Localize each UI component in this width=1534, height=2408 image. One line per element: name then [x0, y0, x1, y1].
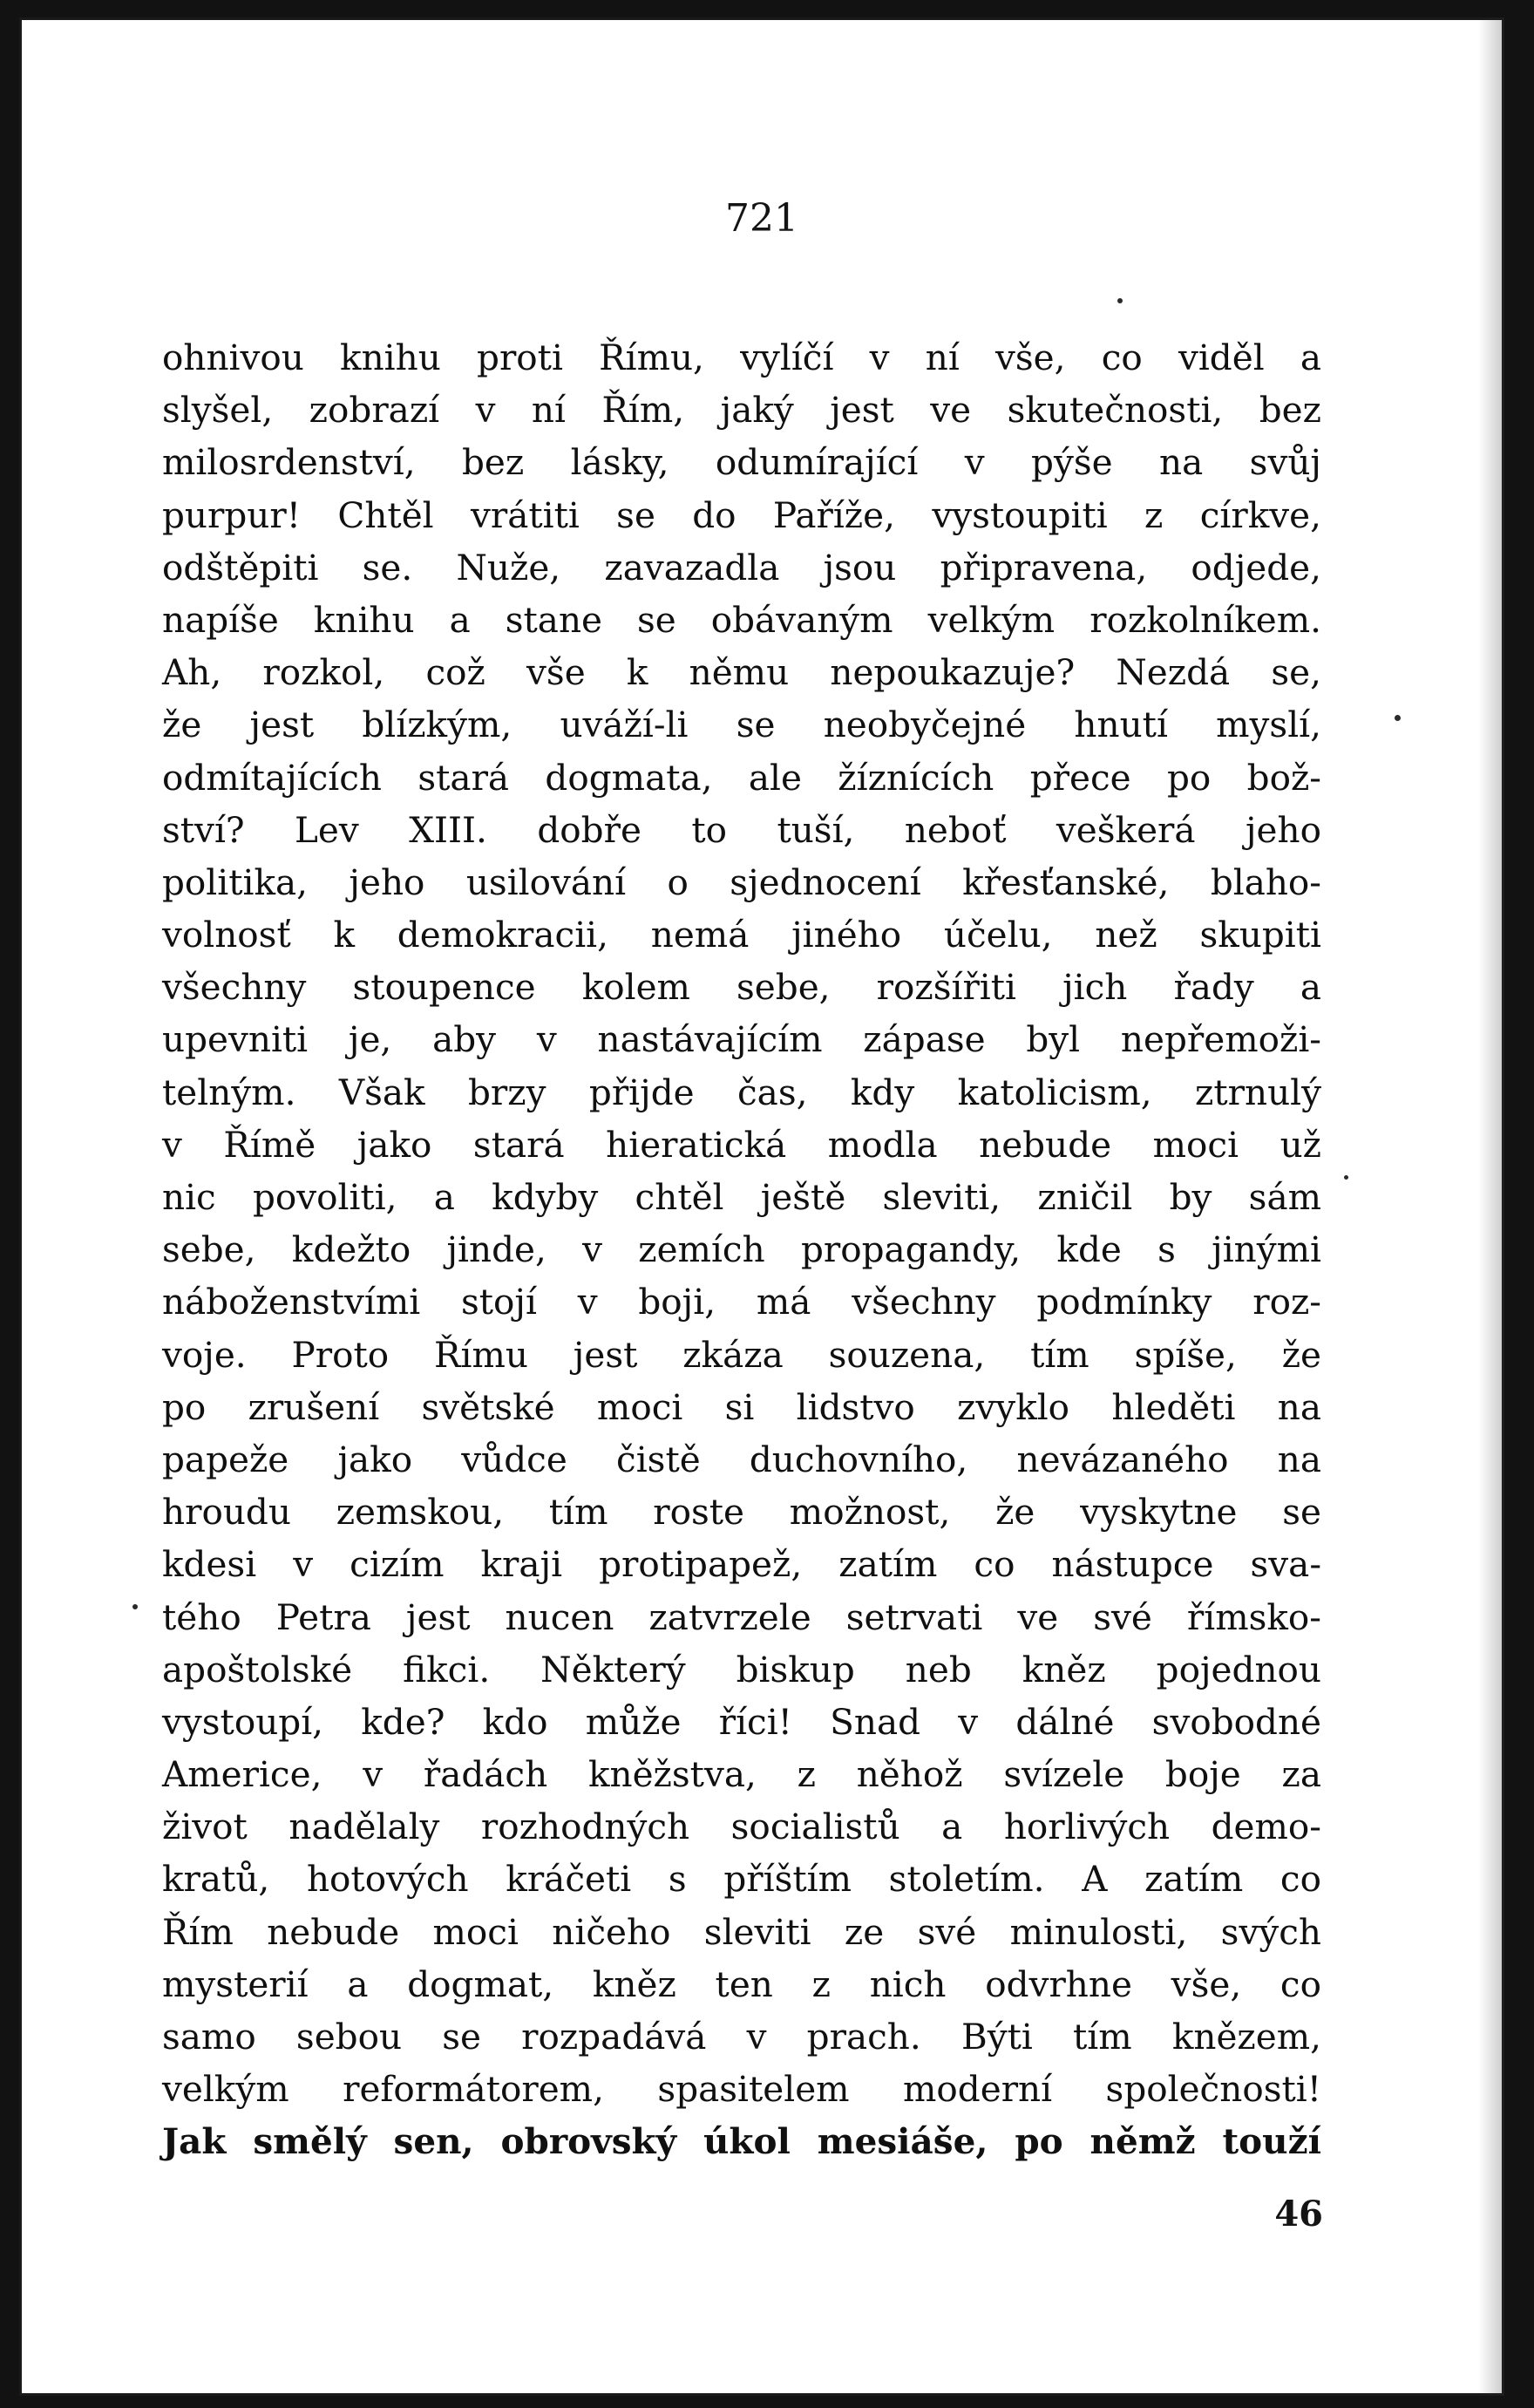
text-line: všechny stoupence kolem sebe, rozšířiti jich řady a: [162, 966, 1321, 1009]
text-line: kdesi v cizím kraji protipapež, zatím co nástupce sva-: [162, 1543, 1321, 1586]
text-line: apoštolské fikci. Některý biskup neb kněz pojednou: [162, 1648, 1321, 1690]
text-line: kratů, hotových kráčeti s příštím stoletím. A zatím co: [162, 1858, 1321, 1901]
text-line: velkým reformátorem, spasitelem moderní společnosti!: [162, 2068, 1321, 2111]
text-line: že jest blízkým, uváží-li se neobyčejné hnutí myslí,: [162, 704, 1321, 746]
speck-decoration: [1344, 1175, 1348, 1180]
text-line: v Římě jako stará hieratická modla nebude moci už: [162, 1123, 1321, 1166]
speck-decoration: [132, 1604, 138, 1609]
text-line: milosrdenství, bez lásky, odumírající v pýše na svůj: [162, 441, 1321, 484]
text-line: upevniti je, aby v nastávajícím zápase byl nepřemoži-: [162, 1018, 1321, 1061]
book-page: [19, 17, 1504, 2396]
text-line: sebe, kdežto jinde, v zemích propagandy, kde s jinými: [162, 1228, 1321, 1271]
text-line: po zrušení světské moci si lidstvo zvyklo hleděti na: [162, 1385, 1321, 1428]
text-line: odštěpiti se. Nuže, zavazadla jsou připravena, odjede,: [162, 546, 1321, 588]
text-line: ství? Lev XIII. dobře to tuší, neboť veškerá jeho: [162, 808, 1321, 851]
body-text: [162, 331, 1321, 2168]
text-line: Jak smělý sen, obrovský úkol mesiáše, po němž touží: [162, 2120, 1321, 2163]
text-line: slyšel, zobrazí v ní Řím, jaký jest ve skutečnosti, bez: [162, 389, 1321, 432]
text-line: samo sebou se rozpadává v prach. Býti tím knězem,: [162, 2016, 1321, 2058]
speck-decoration: [1395, 715, 1401, 721]
text-line: tého Petra jest nucen zatvrzele setrvati ve své římsko-: [162, 1595, 1321, 1638]
text-line: ohnivou knihu proti Římu, vylíčí v ní vše, co viděl a: [162, 337, 1321, 378]
text-line: voje. Proto Římu jest zkáza souzena, tím spíše, že: [162, 1333, 1321, 1376]
text-line: život nadělaly rozhodných socialistů a horlivých demo-: [162, 1806, 1321, 1848]
page-edge-shadow: [1478, 17, 1504, 2396]
text-line: nic povoliti, a kdyby chtěl ještě sleviti, zničil by sám: [162, 1176, 1321, 1218]
text-line: mysterií a dogmat, kněz ten z nich odvrhne vše, co: [162, 1962, 1321, 2005]
speck-decoration: [1117, 298, 1123, 303]
text-line: odmítajících stará dogmata, ale žíznících přece po bož-: [162, 756, 1321, 799]
text-line: náboženstvími stojí v boji, má všechny podmínky roz-: [162, 1281, 1321, 1323]
text-line: napíše knihu a stane se obávaným velkým rozkolníkem.: [162, 598, 1321, 641]
text-line: Ah, rozkol, což vše k němu nepoukazuje? Nezdá se,: [162, 651, 1321, 694]
text-line: purpur! Chtěl vrátiti se do Paříže, vystoupiti z církve,: [162, 493, 1321, 536]
text-line: vystoupí, kde? kdo může říci! Snad v dálné svobodné: [162, 1700, 1321, 1743]
text-line: telným. Však brzy přijde čas, kdy katolicism, ztrnulý: [162, 1071, 1321, 1113]
text-line: politika, jeho usilování o sjednocení křesťanské, blaho-: [162, 860, 1321, 903]
page-number: 721: [725, 196, 798, 241]
text-line: volnosť k demokracii, nemá jiného účelu, než skupiti: [162, 914, 1321, 956]
signature-mark: 46: [1274, 2194, 1323, 2235]
text-line: papeže jako vůdce čistě duchovního, nevázaného na: [162, 1438, 1321, 1480]
text-line: Americe, v řadách kněžstva, z něhož svízele boje za: [162, 1753, 1321, 1796]
text-line: hroudu zemskou, tím roste možnost, že vyskytne se: [162, 1491, 1321, 1534]
text-line: Řím nebude moci ničeho sleviti ze své minulosti, svých: [162, 1910, 1321, 1953]
